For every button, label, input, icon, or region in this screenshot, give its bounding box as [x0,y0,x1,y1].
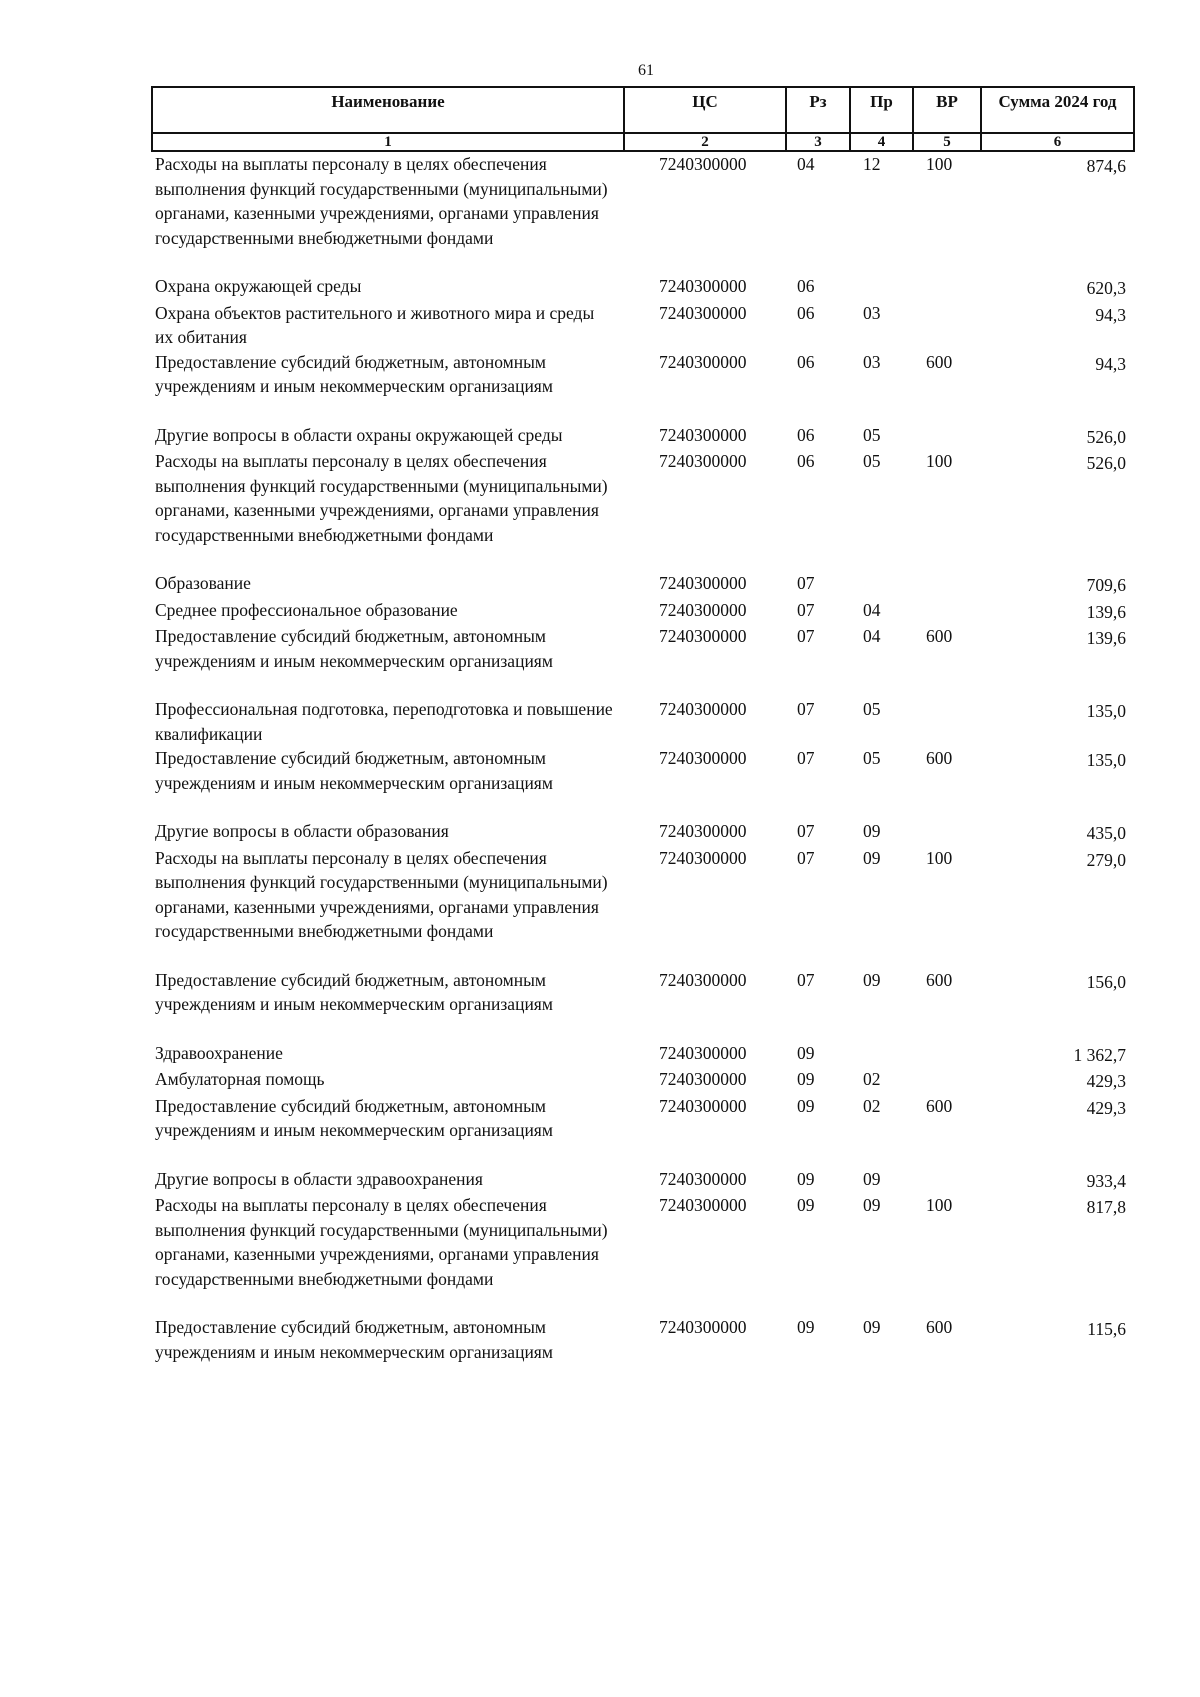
row-rz-code: 06 [797,424,815,445]
row-name: Предоставление субсидий бюджетным, автономным учреждениям и иным некоммерческим организациям [155,748,553,793]
row-cs-code: 7240300000 [659,276,747,296]
row-vr-code [913,301,981,350]
row-sum: 279,0 [1086,849,1126,870]
row-rz-code: 09 [797,1042,815,1063]
table-row [152,1167,1134,1194]
row-pr-code: 12 [863,154,881,174]
header-vr: ВР [913,87,981,133]
table-row [152,350,1134,423]
page-number: 61 [638,62,654,79]
row-vr-code: 600 [926,626,953,646]
row-cs-code: 7240300000 [659,748,747,768]
row-name: Расходы на выплаты персоналу в целях обеспечения выполнения функций государственными (муниципальными) органами, казенными учреждениями, органами управления государственными внебюджетными фондами [155,451,608,545]
row-vr-code: 100 [926,451,953,471]
row-rz-code: 06 [797,276,815,296]
row-pr-code: 09 [863,1317,881,1337]
row-cs-code: 7240300000 [659,1042,747,1063]
row-cs-code: 7240300000 [659,1168,747,1189]
row-pr-code: 09 [863,847,881,868]
table-row [152,819,1134,846]
row-pr-code: 02 [863,1069,881,1089]
row-sum: 1 362,7 [1073,1044,1126,1065]
row-rz-code: 07 [797,748,815,768]
column-number: 4 [850,133,913,151]
row-sum: 94,3 [1095,304,1126,325]
row-vr-code: 600 [926,748,953,768]
row-name: Охрана объектов растительного и животного мира и среды их обитания [155,302,595,347]
row-name: Предоставление субсидий бюджетным, автономным учреждениям и иным некоммерческим организациям [155,1095,553,1140]
row-sum: 139,6 [1086,628,1126,648]
row-cs-code: 7240300000 [659,699,747,719]
row-cs-code: 7240300000 [659,1317,747,1337]
row-rz-code: 07 [797,969,815,990]
table-row [152,968,1134,1041]
row-cs-code: 7240300000 [659,424,747,445]
row-vr-code [913,1041,981,1068]
row-sum: 135,0 [1086,701,1126,721]
row-name: Образование [155,573,251,593]
table-body [152,151,1134,1364]
header-rz: Рз [786,87,850,133]
row-cs-code: 7240300000 [659,1069,747,1089]
row-rz-code: 07 [797,847,815,868]
row-pr-code: 03 [863,351,881,372]
row-sum: 135,0 [1086,750,1126,770]
column-number: 1 [152,133,624,151]
row-sum: 429,3 [1086,1071,1126,1091]
table-row [152,151,1134,274]
row-sum: 139,6 [1086,601,1126,622]
row-cs-code: 7240300000 [659,847,747,868]
row-pr-code [850,571,913,598]
row-sum: 526,0 [1086,426,1126,447]
row-rz-code: 06 [797,302,815,323]
table-row [152,274,1134,301]
row-rz-code: 07 [797,573,815,593]
row-vr-code [913,819,981,846]
row-name: Охрана окружающей среды [155,276,362,296]
row-vr-code: 100 [926,847,953,868]
row-rz-code: 07 [797,626,815,646]
row-name: Расходы на выплаты персоналу в целях обеспечения выполнения функций государственными (муниципальными) органами, казенными учреждениями, органами управления государственными внебюджетными фондами [155,847,608,941]
row-rz-code: 09 [797,1317,815,1337]
column-number: 6 [981,133,1134,151]
row-pr-code [850,1041,913,1068]
row-vr-code [913,274,981,301]
row-sum: 620,3 [1086,278,1126,298]
row-cs-code: 7240300000 [659,351,747,372]
row-cs-code: 7240300000 [659,1095,747,1116]
row-pr-code: 05 [863,699,881,719]
row-rz-code: 09 [797,1069,815,1089]
row-sum: 874,6 [1086,156,1126,176]
row-cs-code: 7240300000 [659,573,747,593]
row-pr-code: 09 [863,1168,881,1189]
row-pr-code: 05 [863,748,881,768]
table-row [152,1041,1134,1068]
budget-table [151,86,1135,1364]
table-row [152,1067,1134,1094]
header-name: Наименование [152,87,624,133]
header-cs: ЦС [624,87,786,133]
row-cs-code: 7240300000 [659,154,747,174]
row-name: Расходы на выплаты персоналу в целях обеспечения выполнения функций государственными (муниципальными) органами, казенными учреждениями, органами управления государственными внебюджетными фондами [155,1195,608,1289]
row-pr-code: 03 [863,302,881,323]
table-row [152,746,1134,819]
row-vr-code [913,697,981,746]
row-cs-code: 7240300000 [659,302,747,323]
row-pr-code [850,274,913,301]
row-name: Профессиональная подготовка, переподготовка и повышение квалификации [155,699,613,744]
row-name: Расходы на выплаты персоналу в целях обеспечения выполнения функций государственными (муниципальными) органами, казенными учреждениями, органами управления государственными внебюджетными фондами [155,154,608,248]
row-sum: 115,6 [1087,1319,1126,1339]
row-vr-code: 600 [926,351,953,372]
header-row [152,87,1134,133]
row-name: Предоставление субсидий бюджетным, автономным учреждениям и иным некоммерческим организациям [155,351,553,396]
row-rz-code: 04 [797,154,815,174]
table-row [152,1315,1134,1364]
row-sum: 94,3 [1095,353,1126,374]
row-vr-code [913,1167,981,1194]
row-rz-code: 07 [797,599,815,620]
table-row [152,624,1134,697]
row-vr-code: 100 [926,1195,953,1215]
row-vr-code [913,598,981,625]
row-cs-code: 7240300000 [659,599,747,620]
row-vr-code [913,1067,981,1094]
row-sum: 429,3 [1086,1097,1126,1118]
row-pr-code: 04 [863,626,881,646]
table-row [152,571,1134,598]
row-name: Другие вопросы в области образования [155,821,449,841]
row-rz-code: 09 [797,1168,815,1189]
row-pr-code: 02 [863,1095,881,1116]
table-row [152,846,1134,968]
row-pr-code: 09 [863,821,881,841]
row-vr-code [913,423,981,450]
table-row [152,697,1134,746]
row-pr-code: 05 [863,451,881,471]
row-cs-code: 7240300000 [659,1195,747,1215]
row-rz-code: 09 [797,1195,815,1215]
row-name: Предоставление субсидий бюджетным, автономным учреждениям и иным некоммерческим организациям [155,969,553,1014]
row-sum: 526,0 [1086,453,1126,473]
row-rz-code: 06 [797,451,815,471]
row-vr-code: 100 [926,154,953,174]
row-vr-code: 600 [926,1095,953,1116]
row-cs-code: 7240300000 [659,821,747,841]
row-pr-code: 09 [863,969,881,990]
table-row [152,423,1134,450]
row-name: Амбулаторная помощь [155,1069,325,1089]
row-pr-code: 04 [863,599,881,620]
row-name: Предоставление субсидий бюджетным, автономным учреждениям и иным некоммерческим организациям [155,626,553,671]
row-cs-code: 7240300000 [659,969,747,990]
row-rz-code: 09 [797,1095,815,1116]
column-number: 5 [913,133,981,151]
row-sum: 435,0 [1086,823,1126,843]
row-pr-code: 05 [863,424,881,445]
row-rz-code: 07 [797,821,815,841]
row-sum: 817,8 [1086,1197,1126,1217]
row-rz-code: 06 [797,351,815,372]
column-number-row [152,133,1134,151]
column-number: 3 [786,133,850,151]
table-row [152,449,1134,571]
row-name: Среднее профессиональное образование [155,599,458,620]
row-cs-code: 7240300000 [659,626,747,646]
table-row [152,1094,1134,1167]
row-rz-code: 07 [797,699,815,719]
row-name: Здравоохранение [155,1042,283,1063]
row-vr-code [913,571,981,598]
row-vr-code: 600 [926,969,953,990]
row-name: Предоставление субсидий бюджетным, автономным учреждениям и иным некоммерческим организациям [155,1317,553,1362]
row-sum: 933,4 [1086,1170,1126,1191]
header-sum: Сумма 2024 год [981,87,1134,133]
row-sum: 156,0 [1086,971,1126,992]
row-name: Другие вопросы в области здравоохранения [155,1168,483,1189]
table-row [152,598,1134,625]
row-name: Другие вопросы в области охраны окружающей среды [155,424,563,445]
row-vr-code: 600 [926,1317,953,1337]
row-pr-code: 09 [863,1195,881,1215]
header-pr: Пр [850,87,913,133]
row-cs-code: 7240300000 [659,451,747,471]
table-row [152,1193,1134,1315]
row-sum: 709,6 [1086,575,1126,595]
column-number: 2 [624,133,786,151]
table-row [152,301,1134,350]
